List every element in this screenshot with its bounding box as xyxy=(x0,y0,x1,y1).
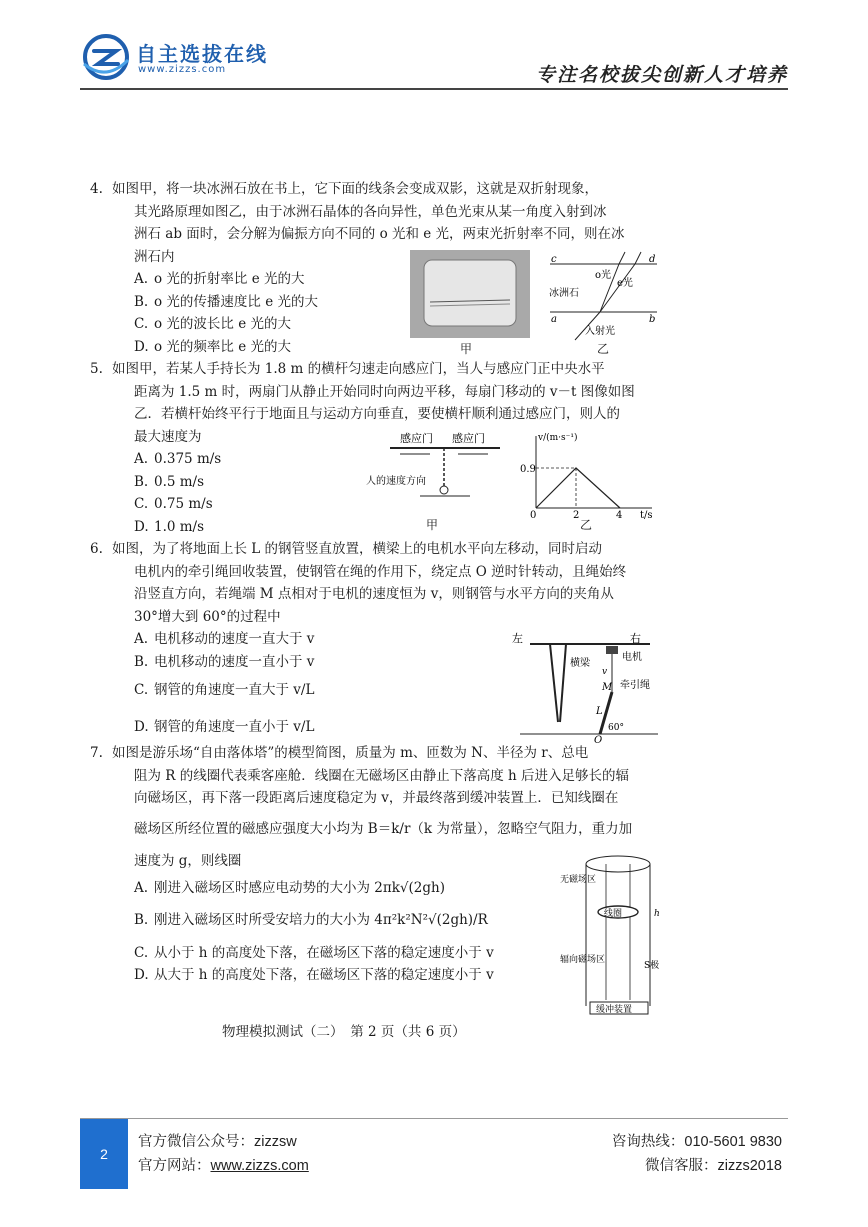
stem-line: 距离为 1.5 m 时，两扇门从静止开始同时向两边平移，每扇门移动的 v－t 图像如图 xyxy=(134,383,635,400)
q4-figure-jia xyxy=(410,250,530,346)
q4-label-o: o光 xyxy=(595,270,612,281)
brand-name: 自主选拔在线 xyxy=(136,42,268,66)
q5-figure-yi xyxy=(512,430,662,520)
q6-label-o: O xyxy=(594,735,603,744)
q5-label-door1: 感应门 xyxy=(400,432,433,445)
q6-label-rope: 牵引绳 xyxy=(620,680,650,691)
question-number: 7. xyxy=(90,745,103,761)
option-c[interactable]: C. 从小于 h 的高度处下落，在磁场区下落的稳定速度小于 v xyxy=(134,944,494,961)
q6-label-angle: 60° xyxy=(608,723,624,733)
footer-wechat-public: 官方微信公众号：zizzsw xyxy=(138,1134,297,1150)
stem-line: 其光路原理如图乙，由于冰洲石晶体的各向异性，单色光束从某一角度入射到冰 xyxy=(134,203,607,220)
q5-caption-jia: 甲 xyxy=(426,518,439,532)
question-number: 6. xyxy=(90,541,103,557)
option-b[interactable]: B. o 光的传播速度比 e 光的大 xyxy=(134,293,318,310)
page-header xyxy=(0,0,868,92)
q4-figure-yi xyxy=(545,250,660,342)
option-c[interactable]: C. 钢管的角速度一直大于 v/L xyxy=(134,682,315,698)
q4-label-b: b xyxy=(649,314,656,325)
option-c[interactable]: C. 0.75 m/s xyxy=(134,496,213,512)
exam-page-caption: 物理模拟测试（二） 第 2 页（共 6 页） xyxy=(222,1024,466,1040)
stem-line: 如图是游乐场“自由落体塔”的模型简图，质量为 m、匝数为 N、半径为 r、总电 xyxy=(112,745,589,761)
q5-label-v09: 0.9 xyxy=(520,464,536,475)
q4-caption-yi: 乙 xyxy=(597,342,610,356)
footer-website-row xyxy=(138,1154,309,1178)
q7-label-s-pole: S极 xyxy=(644,961,660,971)
q5-figure-jia xyxy=(360,428,510,528)
footer-service: 微信客服：zizzs2018 xyxy=(645,1158,782,1174)
header-slogan: 专注名校拔尖创新人才培养 xyxy=(535,64,788,86)
stem-line: 磁场区所经位置的磁感应强度大小均为 B＝k/r（k 为常量），忽略空气阻力，重力加 xyxy=(134,820,633,837)
q7-label-buffer: 缓冲装置 xyxy=(596,1005,633,1015)
stem-line: 洲石内 xyxy=(134,248,175,265)
option-d[interactable]: D. 1.0 m/s xyxy=(134,518,205,535)
option-d[interactable]: D. o 光的频率比 e 光的大 xyxy=(134,338,291,355)
stem-line: 如图甲，若某人手持长为 1.8 m 的横杆匀速走向感应门，当人与感应门正中央水平 xyxy=(112,361,605,377)
option-b[interactable]: B. 0.5 m/s xyxy=(134,473,205,490)
stem-line: 洲石 ab 面时，会分解为偏振方向不同的 o 光和 e 光，两束光折射率不同，则在冰 xyxy=(134,226,625,242)
q6-label-m: M xyxy=(602,682,613,693)
q6-label-right: 右 xyxy=(630,632,641,645)
brand-logo-icon xyxy=(80,34,132,80)
brand-url: www.zizzs.com xyxy=(138,64,227,75)
q5-label-t2: 2 xyxy=(573,510,580,520)
q6-label-v: v xyxy=(602,667,608,677)
footer-right xyxy=(612,1130,782,1178)
q4-label-incident: 入射光 xyxy=(585,326,615,337)
option-a[interactable]: A. 刚进入磁场区时感应电动势的大小为 2πk√(2gh) xyxy=(134,879,445,896)
q7-figure-tower xyxy=(560,852,664,1018)
stem-line: 乙．若横杆始终平行于地面且与运动方向垂直，要使横杆顺利通过感应门，则人的 xyxy=(134,406,620,422)
option-b[interactable]: B. 刚进入磁场区时所受安培力的大小为 4π²k²N²√(2gh)/R xyxy=(134,912,488,928)
q7-label-h: h xyxy=(654,909,660,919)
option-d[interactable]: D. 从大于 h 的高度处下落，在磁场区下落的稳定速度小于 v xyxy=(134,967,494,983)
stem-line: 电机内的牵引绳回收装置，使钢管在绳的作用下，绕定点 O 逆时针转动，且绳始终 xyxy=(134,563,627,580)
option-b[interactable]: B. 电机移动的速度一直小于 v xyxy=(134,653,315,670)
option-d[interactable]: D. 钢管的角速度一直小于 v/L xyxy=(134,718,315,735)
footer-website-link[interactable]: www.zizzs.com xyxy=(210,1158,309,1174)
q5-label-t4: 4 xyxy=(616,510,623,520)
q5-label-direction: 人的速度方向 xyxy=(366,476,426,487)
q7-label-coil: 线圈 xyxy=(604,909,623,919)
stem-line: 速度为 g，则线圈 xyxy=(134,853,242,869)
option-a[interactable]: A. o 光的折射率比 e 光的大 xyxy=(134,271,305,287)
q5-label-door2: 感应门 xyxy=(452,432,485,445)
q5-caption-yi: 乙 xyxy=(580,518,593,532)
page-number: 2 xyxy=(80,1119,128,1189)
stem-line: 30°增大到 60°的过程中 xyxy=(134,608,281,625)
q6-figure-crane xyxy=(510,622,662,744)
q5-label-origin: 0 xyxy=(530,510,537,520)
q6-label-beam: 横梁 xyxy=(570,658,590,669)
stem-line: 如图，为了将地面上长 L 的钢管竖直放置，横梁上的电机水平向左移动，同时启动 xyxy=(112,541,603,557)
q5-label-taxis: t/s xyxy=(640,510,653,520)
footer-hotline: 咨询热线：010-5601 9830 xyxy=(611,1134,782,1150)
option-a[interactable]: A. 0.375 m/s xyxy=(134,451,222,467)
footer-divider xyxy=(80,1118,788,1119)
stem-line: 如图甲，将一块冰洲石放在书上，它下面的线条会变成双影，这就是双折射现象， xyxy=(112,181,598,197)
q4-label-a: a xyxy=(551,314,557,325)
q5-label-vaxis: v/(m·s⁻¹) xyxy=(538,433,578,443)
q6-label-left: 左 xyxy=(512,632,523,645)
q4-caption-jia: 甲 xyxy=(460,342,473,356)
q4-label-e: e光 xyxy=(617,278,633,289)
q7-label-radial: 辐向磁场区 xyxy=(560,955,606,965)
q4-label-c: c xyxy=(551,254,557,265)
header-divider xyxy=(80,88,788,90)
stem-line: 阻为 R 的线圈代表乘客座舱．线圈在无磁场区由静止下落高度 h 后进入足够长的辐 xyxy=(134,767,630,784)
question-number: 5. xyxy=(90,361,103,377)
footer-website-label: 官方网站： xyxy=(138,1158,211,1174)
footer-left xyxy=(138,1130,309,1178)
q6-label-motor: 电机 xyxy=(622,652,642,663)
q7-label-nofield: 无磁场区 xyxy=(560,875,597,885)
q4-label-stone: 冰洲石 xyxy=(549,288,579,299)
stem-line: 向磁场区，再下落一段距离后速度稳定为 v，并最终落到缓冲装置上．已知线圈在 xyxy=(134,790,619,806)
option-c[interactable]: C. o 光的波长比 e 光的大 xyxy=(134,316,291,332)
stem-line: 最大速度为 xyxy=(134,428,202,445)
question-number: 4. xyxy=(90,181,103,197)
stem-line: 沿竖直方向，若绳端 M 点相对于电机的速度恒为 v，则钢管与水平方向的夹角从 xyxy=(134,586,614,602)
option-a[interactable]: A. 电机移动的速度一直大于 v xyxy=(134,631,315,647)
q6-label-l: L xyxy=(596,706,603,717)
q4-label-d: d xyxy=(649,254,656,265)
